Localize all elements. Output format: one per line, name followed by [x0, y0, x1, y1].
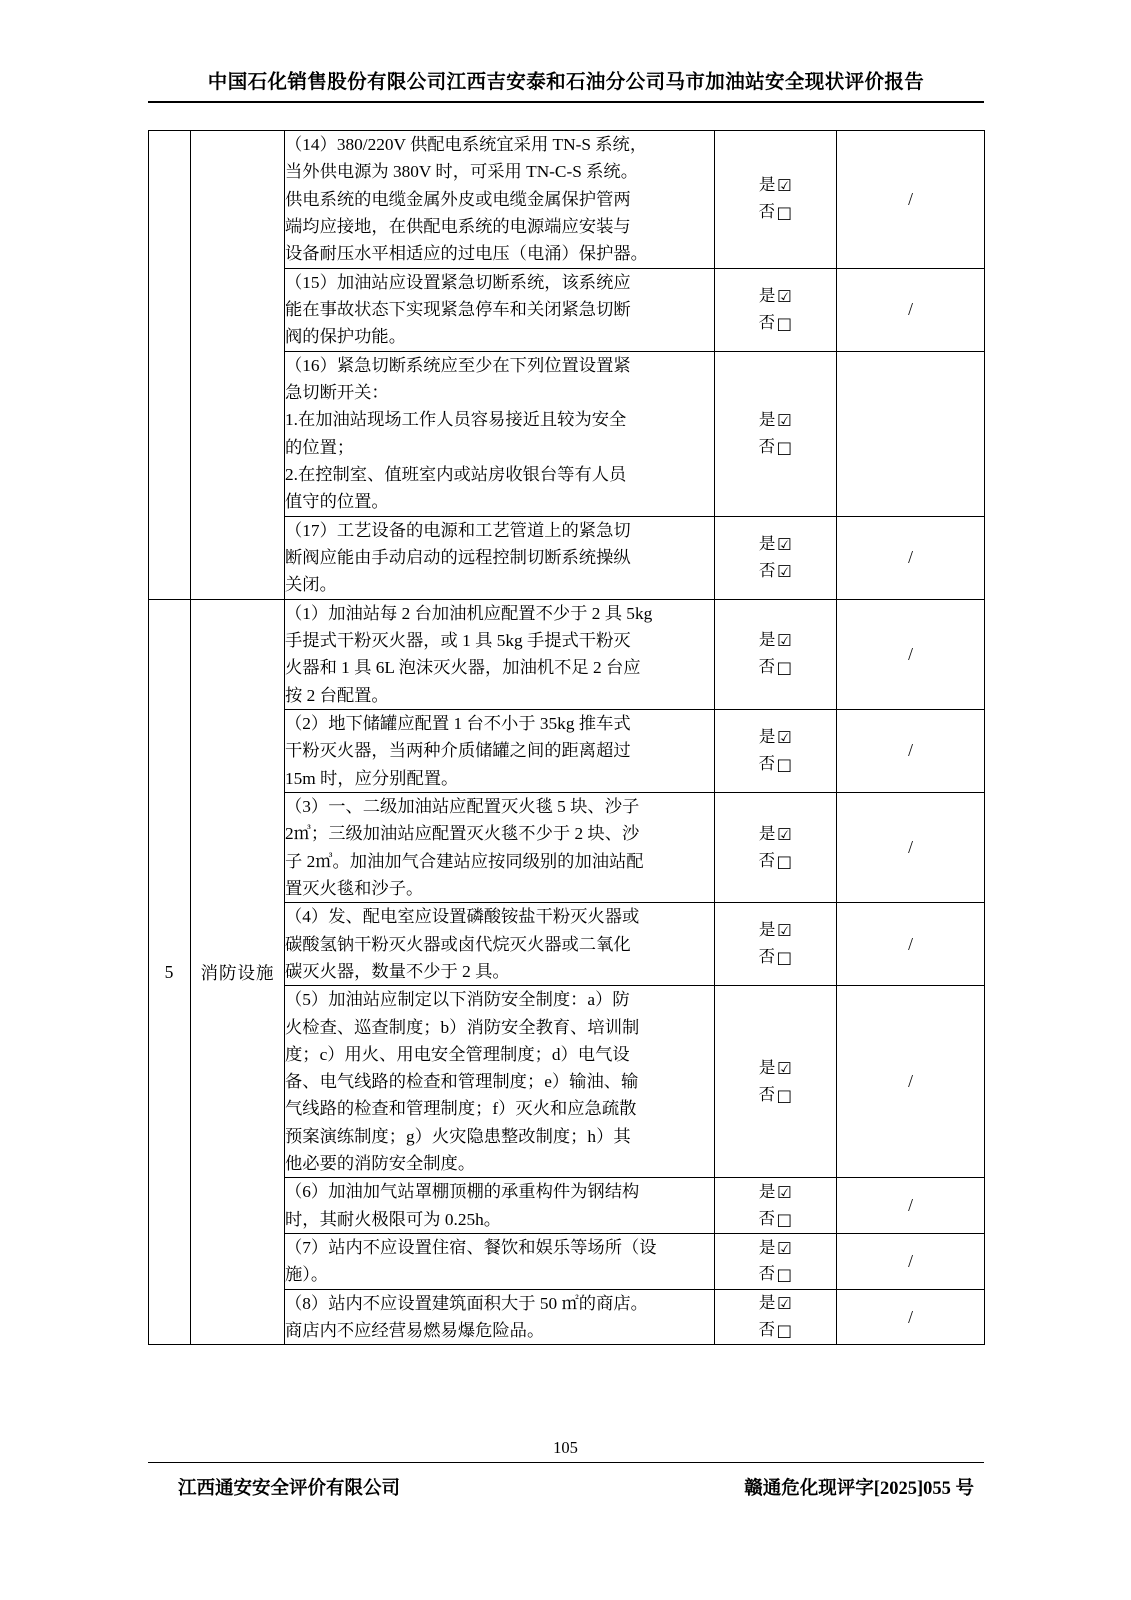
- no-label: 否: [758, 657, 776, 677]
- no-option[interactable]: [715, 1082, 836, 1109]
- checklist-item-text: （15）加油站应设置紧急切断系统，该系统应 能在事故状态下实现紧急停车和关闭紧急切断 阀的保护功能。: [285, 268, 715, 351]
- page-number: 105: [553, 1438, 578, 1457]
- yes-label: 是: [758, 1057, 776, 1077]
- no-option[interactable]: [715, 558, 836, 585]
- checkbox-checked-icon[interactable]: ☑: [776, 1294, 793, 1314]
- no-option[interactable]: [715, 1261, 836, 1288]
- judgement-cell: [715, 986, 837, 1178]
- yes-option[interactable]: [715, 724, 836, 751]
- yes-label: 是: [758, 727, 776, 746]
- checklist-item-text: （3）一、二级加油站应配置灭火毯 5 块、沙子 2㎥；三级加油站应配置灭火毯不少于 2 块、沙 子 2㎥。加油加气合建站应按同级别的加油站配 置灭火毯和沙子。: [285, 792, 715, 902]
- checkbox-checked-icon[interactable]: ☑: [776, 1182, 793, 1202]
- checkbox-icon[interactable]: □: [776, 203, 793, 223]
- no-option[interactable]: [715, 1317, 836, 1344]
- checklist-item-text: （5）加油站应制定以下消防安全制度：a）防 火检查、巡查制度；b）消防安全教育、培训制 度；c）用火、用电安全管理制度；d）电气设 备、电气线路的检查和管理制度；e）输油、输 气线路的检查和管理制度；f）灭火和应急疏散 预案演练制度；g）火灾隐患整改制度；h）其 他必要的消防安全制度。: [285, 986, 715, 1178]
- checklist-item-text: （6）加油加气站罩棚顶棚的承重构件为钢结构 时，其耐火极限可为 0.25h。: [285, 1178, 715, 1234]
- checklist-item-text: （14）380/220V 供配电系统宜采用 TN-S 系统， 当外供电源为 380V 时，可采用 TN-C-S 系统。 供电系统的电缆金属外皮或电缆金属保护管两 端均应接地，在供配电系统的电源端应安装与 设备耐压水平相适应的过电压（电涌）保护器。: [285, 131, 715, 269]
- note-cell: /: [837, 131, 985, 269]
- yes-label: 是: [758, 1237, 776, 1257]
- category-cell: 消防设施: [191, 599, 285, 1345]
- note-cell: /: [837, 903, 985, 986]
- judgement-cell: [715, 792, 837, 902]
- checkbox-icon[interactable]: □: [776, 948, 793, 968]
- note-cell: /: [837, 268, 985, 351]
- yes-option[interactable]: [715, 283, 836, 310]
- judgement-cell: [715, 709, 837, 792]
- checkbox-icon[interactable]: □: [776, 851, 793, 871]
- checkbox-checked-icon[interactable]: ☑: [776, 631, 793, 651]
- category-cell: [191, 131, 285, 600]
- checkbox-checked-icon[interactable]: ☑: [776, 824, 793, 844]
- checklist-table: [148, 130, 985, 1345]
- judgement-cell: [715, 1234, 837, 1290]
- no-label: 否: [758, 1264, 776, 1284]
- yes-option[interactable]: [715, 1179, 836, 1206]
- no-option[interactable]: [715, 434, 836, 461]
- checklist-item-text: （1）加油站每 2 台加油机应配置不少于 2 具 5kg 手提式干粉灭火器，或 1 具 5kg 手提式干粉灭 火器和 1 具 6L 泡沫灭火器，加油机不足 2 台应 按 2 台配置。: [285, 599, 715, 709]
- yes-label: 是: [758, 823, 776, 843]
- checkbox-icon[interactable]: □: [776, 437, 793, 457]
- yes-option[interactable]: [715, 407, 836, 434]
- yes-option[interactable]: [715, 172, 836, 199]
- note-cell: /: [837, 709, 985, 792]
- yes-label: 是: [758, 630, 776, 650]
- no-option[interactable]: [715, 310, 836, 337]
- checkbox-checked-icon[interactable]: ☑: [776, 176, 793, 196]
- footer-rule: [148, 1462, 984, 1463]
- note-cell: /: [837, 1178, 985, 1234]
- page-footer: [148, 1474, 984, 1500]
- judgement-cell: [715, 903, 837, 986]
- checkbox-icon[interactable]: □: [776, 1265, 793, 1285]
- yes-option[interactable]: [715, 917, 836, 944]
- yes-option[interactable]: [715, 1235, 836, 1262]
- header-rule: [148, 101, 984, 103]
- yes-label: 是: [758, 175, 776, 195]
- no-label: 否: [758, 1208, 776, 1228]
- no-option[interactable]: [715, 199, 836, 226]
- no-option[interactable]: [715, 944, 836, 971]
- checklist-item-text: （8）站内不应设置建筑面积大于 50 ㎡的商店。 商店内不应经营易燃易爆危险品。: [285, 1289, 715, 1345]
- checkbox-icon[interactable]: □: [776, 1321, 793, 1341]
- yes-option[interactable]: [715, 1290, 836, 1317]
- no-option[interactable]: [715, 1206, 836, 1233]
- checkbox-icon[interactable]: □: [776, 658, 793, 678]
- row-number-cell: 5: [149, 599, 191, 1345]
- no-label: 否: [758, 1084, 776, 1104]
- yes-option[interactable]: [715, 1055, 836, 1082]
- note-cell: /: [837, 792, 985, 902]
- checklist-table-wrapper: [148, 130, 984, 1345]
- checklist-item-text: （7）站内不应设置住宿、餐饮和娱乐等场所（设 施）。: [285, 1234, 715, 1290]
- note-cell: [837, 351, 985, 516]
- checkbox-checked-icon[interactable]: ☑: [776, 286, 793, 306]
- no-label: 否: [758, 312, 776, 332]
- checklist-item-text: （2）地下储罐应配置 1 台不小于 35kg 推车式 干粉灭火器，当两种介质储罐之间的距离超过 15m 时，应分别配置。: [285, 709, 715, 792]
- header-title: 中国石化销售股份有限公司江西吉安泰和石油分公司马市加油站安全现状评价报告: [207, 72, 925, 93]
- checkbox-checked-icon[interactable]: ☑: [776, 534, 793, 554]
- checkbox-icon[interactable]: □: [776, 1085, 793, 1105]
- checkbox-checked-icon[interactable]: ☑: [776, 1238, 793, 1258]
- checkbox-checked-icon[interactable]: ☑: [776, 561, 793, 581]
- checklist-item-text: （16）紧急切断系统应至少在下列位置设置紧 急切断开关： 1.在加油站现场工作人员容易接近且较为安全 的位置； 2.在控制室、值班室内或站房收银台等有人员 值守的位置。: [285, 351, 715, 516]
- note-cell: /: [837, 1234, 985, 1290]
- page-header: [148, 70, 984, 103]
- checklist-item-text: （4）发、配电室应设置磷酸铵盐干粉灭火器或 碳酸氢钠干粉灭火器或卤代烷灭火器或二氧化 碳灭火器，数量不少于 2 具。: [285, 903, 715, 986]
- note-cell: /: [837, 1289, 985, 1345]
- footer-company: 江西通安安全评价有限公司: [178, 1479, 401, 1499]
- yes-label: 是: [758, 409, 776, 429]
- judgement-cell: [715, 351, 837, 516]
- yes-option[interactable]: [715, 531, 836, 558]
- no-label: 否: [758, 947, 776, 967]
- table-row: [149, 131, 985, 269]
- yes-option[interactable]: [715, 627, 836, 654]
- checkbox-icon[interactable]: □: [776, 754, 793, 774]
- no-label: 否: [758, 436, 776, 456]
- note-cell: /: [837, 986, 985, 1178]
- checkbox-checked-icon[interactable]: ☑: [776, 728, 793, 747]
- note-cell: /: [837, 599, 985, 709]
- no-label: 否: [758, 1320, 776, 1340]
- judgement-cell: [715, 268, 837, 351]
- judgement-cell: [715, 1289, 837, 1345]
- checklist-body: [149, 131, 985, 1345]
- note-cell: /: [837, 516, 985, 599]
- checklist-item-text: （17）工艺设备的电源和工艺管道上的紧急切 断阀应能由手动启动的远程控制切断系统操纵 关闭。: [285, 516, 715, 599]
- judgement-cell: [715, 131, 837, 269]
- yes-label: 是: [758, 1181, 776, 1201]
- judgement-cell: [715, 1178, 837, 1234]
- judgement-cell: [715, 599, 837, 709]
- yes-label: 是: [758, 533, 776, 553]
- yes-label: 是: [758, 920, 776, 940]
- table-row: [149, 599, 985, 709]
- no-option[interactable]: [715, 848, 836, 875]
- yes-label: 是: [758, 1293, 776, 1313]
- no-label: 否: [758, 850, 776, 870]
- checkbox-icon[interactable]: □: [776, 313, 793, 333]
- no-option[interactable]: [715, 654, 836, 681]
- checkbox-checked-icon[interactable]: ☑: [776, 921, 793, 941]
- row-number-cell: [149, 131, 191, 600]
- judgement-cell: [715, 516, 837, 599]
- yes-label: 是: [758, 285, 776, 305]
- yes-option[interactable]: [715, 821, 836, 848]
- no-label: 否: [758, 202, 776, 222]
- no-label: 否: [758, 753, 776, 773]
- no-label: 否: [758, 560, 776, 580]
- checkbox-checked-icon[interactable]: ☑: [776, 410, 793, 430]
- checkbox-icon[interactable]: □: [776, 1209, 793, 1229]
- no-option[interactable]: [715, 751, 836, 778]
- checkbox-checked-icon[interactable]: ☑: [776, 1058, 793, 1078]
- footer-doc-number: 赣通危化现评字[2025]055 号: [744, 1479, 974, 1499]
